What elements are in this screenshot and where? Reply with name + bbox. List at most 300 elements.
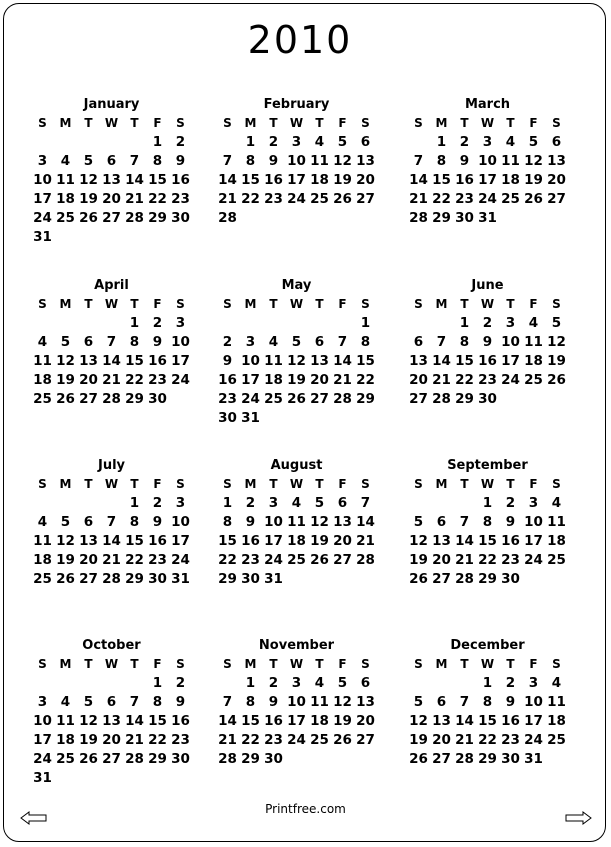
day-cell: 14 xyxy=(409,172,428,188)
day-cell: 29 xyxy=(356,391,375,407)
day-cell: 28 xyxy=(455,571,474,587)
day-cell: 30 xyxy=(264,751,283,767)
month-name: April xyxy=(94,278,129,293)
month-september xyxy=(407,457,575,589)
day-cell: 31 xyxy=(524,751,543,767)
day-cell: 3 xyxy=(175,315,186,331)
weekday-header: T xyxy=(315,477,324,491)
day-cell: 14 xyxy=(102,533,121,549)
day-cell: 25 xyxy=(310,191,329,207)
left-arrow-icon[interactable] xyxy=(20,810,48,828)
weekday-header: T xyxy=(460,657,469,671)
weekday-header: T xyxy=(130,477,139,491)
day-cell: 16 xyxy=(264,713,283,729)
weekday-header: M xyxy=(435,116,448,130)
day-cell: 31 xyxy=(171,571,190,587)
day-cell: 27 xyxy=(102,751,121,767)
month-april xyxy=(31,277,199,409)
day-cell: 5 xyxy=(60,514,71,530)
day-cell: 27 xyxy=(547,191,566,207)
day-cell: 10 xyxy=(241,353,260,369)
day-cell: 11 xyxy=(524,334,543,350)
day-cell: 27 xyxy=(432,571,451,587)
day-cell: 5 xyxy=(314,495,325,511)
day-cell: 18 xyxy=(33,372,52,388)
day-cell: 13 xyxy=(409,353,428,369)
day-cell: 30 xyxy=(148,571,167,587)
weekday-header: S xyxy=(38,657,47,671)
day-cell: 17 xyxy=(33,732,52,748)
day-cell: 21 xyxy=(218,191,237,207)
day-cell: 10 xyxy=(287,694,306,710)
day-cell: 12 xyxy=(409,533,428,549)
day-cell: 21 xyxy=(102,372,121,388)
day-cell: 6 xyxy=(314,334,325,350)
day-cell: 18 xyxy=(287,533,306,549)
empty-cell xyxy=(430,314,453,333)
day-cell: 8 xyxy=(245,694,256,710)
day-cell: 7 xyxy=(222,694,233,710)
day-cell: 30 xyxy=(171,751,190,767)
day-cell: 8 xyxy=(459,334,470,350)
month-name: June xyxy=(471,278,504,293)
empty-cell xyxy=(100,133,123,152)
day-cell: 5 xyxy=(83,153,94,169)
day-cell: 15 xyxy=(218,533,237,549)
day-cell: 6 xyxy=(106,694,117,710)
day-cell: 31 xyxy=(264,571,283,587)
empty-cell xyxy=(31,674,54,693)
month-december xyxy=(407,637,575,769)
day-cell: 27 xyxy=(310,391,329,407)
weekday-header: F xyxy=(153,116,162,130)
month-june xyxy=(407,277,575,409)
day-cell: 6 xyxy=(551,134,562,150)
weekday-header: T xyxy=(130,657,139,671)
day-cell: 15 xyxy=(455,353,474,369)
day-cell: 12 xyxy=(287,353,306,369)
day-cell: 4 xyxy=(60,153,71,169)
day-cell: 25 xyxy=(56,210,75,226)
day-cell: 24 xyxy=(287,191,306,207)
empty-cell xyxy=(77,674,100,693)
weekday-header: S xyxy=(361,657,370,671)
weekday-header: F xyxy=(529,116,538,130)
day-cell: 26 xyxy=(547,372,566,388)
day-cell: 24 xyxy=(33,751,52,767)
day-cell: 7 xyxy=(360,495,371,511)
day-cell: 11 xyxy=(310,694,329,710)
day-cell: 2 xyxy=(505,675,516,691)
day-cell: 31 xyxy=(478,210,497,226)
day-cell: 19 xyxy=(524,172,543,188)
day-cell: 15 xyxy=(125,353,144,369)
day-cell: 16 xyxy=(478,353,497,369)
day-cell: 5 xyxy=(83,694,94,710)
month-name: November xyxy=(258,638,335,653)
day-cell: 30 xyxy=(478,391,497,407)
weekday-header: T xyxy=(315,116,324,130)
day-cell: 4 xyxy=(291,495,302,511)
day-cell: 4 xyxy=(528,315,539,331)
day-cell: 21 xyxy=(455,732,474,748)
empty-cell xyxy=(407,133,430,152)
month-march xyxy=(407,96,575,228)
weekday-header: S xyxy=(223,116,232,130)
empty-cell xyxy=(407,494,430,513)
month-january xyxy=(31,96,199,247)
day-cell: 15 xyxy=(241,172,260,188)
day-cell: 13 xyxy=(547,153,566,169)
day-cell: 11 xyxy=(56,172,75,188)
weekday-header: F xyxy=(338,477,347,491)
empty-cell xyxy=(430,674,453,693)
day-cell: 17 xyxy=(524,533,543,549)
day-cell: 8 xyxy=(152,153,163,169)
weekday-header: F xyxy=(153,657,162,671)
day-cell: 24 xyxy=(478,191,497,207)
empty-cell xyxy=(239,314,262,333)
day-cell: 9 xyxy=(152,514,163,530)
day-cell: 15 xyxy=(125,533,144,549)
day-cell: 17 xyxy=(33,191,52,207)
day-cell: 9 xyxy=(268,694,279,710)
day-cell: 3 xyxy=(175,495,186,511)
day-cell: 27 xyxy=(409,391,428,407)
day-cell: 19 xyxy=(409,732,428,748)
weekday-header: S xyxy=(223,297,232,311)
day-cell: 15 xyxy=(148,172,167,188)
day-cell: 17 xyxy=(287,713,306,729)
day-cell: 22 xyxy=(356,372,375,388)
day-cell: 19 xyxy=(409,552,428,568)
weekday-header: M xyxy=(435,297,448,311)
day-cell: 14 xyxy=(455,533,474,549)
weekday-header: T xyxy=(506,297,515,311)
day-cell: 9 xyxy=(505,514,516,530)
day-cell: 26 xyxy=(524,191,543,207)
empty-cell xyxy=(100,314,123,333)
weekday-header: W xyxy=(289,477,304,491)
day-cell: 16 xyxy=(455,172,474,188)
day-cell: 24 xyxy=(171,552,190,568)
month-may xyxy=(216,277,384,428)
month-name: September xyxy=(447,458,528,473)
day-cell: 13 xyxy=(333,514,352,530)
day-cell: 23 xyxy=(455,191,474,207)
day-cell: 4 xyxy=(314,134,325,150)
day-cell: 28 xyxy=(409,210,428,226)
day-cell: 24 xyxy=(501,372,520,388)
day-cell: 5 xyxy=(337,675,348,691)
day-cell: 20 xyxy=(432,552,451,568)
day-cell: 18 xyxy=(56,191,75,207)
day-cell: 3 xyxy=(291,134,302,150)
day-cell: 7 xyxy=(106,334,117,350)
empty-cell xyxy=(77,494,100,513)
day-cell: 27 xyxy=(432,751,451,767)
day-cell: 2 xyxy=(152,315,163,331)
day-cell: 26 xyxy=(333,732,352,748)
day-cell: 1 xyxy=(459,315,470,331)
day-cell: 20 xyxy=(333,533,352,549)
day-cell: 24 xyxy=(287,732,306,748)
day-cell: 2 xyxy=(482,315,493,331)
day-cell: 28 xyxy=(125,210,144,226)
day-cell: 16 xyxy=(218,372,237,388)
day-cell: 13 xyxy=(102,713,121,729)
day-cell: 26 xyxy=(310,552,329,568)
day-cell: 1 xyxy=(222,495,233,511)
day-cell: 20 xyxy=(356,713,375,729)
day-cell: 13 xyxy=(432,533,451,549)
weekday-header: F xyxy=(153,477,162,491)
day-cell: 19 xyxy=(310,533,329,549)
day-cell: 8 xyxy=(482,514,493,530)
day-cell: 29 xyxy=(125,571,144,587)
right-arrow-icon[interactable] xyxy=(564,810,592,828)
footer-credit[interactable]: Printfree.com xyxy=(265,802,346,816)
weekday-header: T xyxy=(506,477,515,491)
weekday-header: T xyxy=(130,116,139,130)
day-cell: 12 xyxy=(524,153,543,169)
day-cell: 19 xyxy=(547,353,566,369)
day-cell: 15 xyxy=(356,353,375,369)
day-cell: 4 xyxy=(505,134,516,150)
day-cell: 15 xyxy=(148,713,167,729)
day-cell: 21 xyxy=(409,191,428,207)
day-cell: 16 xyxy=(171,172,190,188)
day-cell: 12 xyxy=(56,353,75,369)
empty-cell xyxy=(430,494,453,513)
empty-cell xyxy=(331,314,354,333)
day-cell: 10 xyxy=(33,713,52,729)
day-cell: 16 xyxy=(148,353,167,369)
day-cell: 30 xyxy=(218,410,237,426)
day-cell: 29 xyxy=(125,391,144,407)
month-name: October xyxy=(82,638,141,653)
day-cell: 6 xyxy=(413,334,424,350)
day-cell: 1 xyxy=(360,315,371,331)
day-cell: 19 xyxy=(287,372,306,388)
day-cell: 9 xyxy=(482,334,493,350)
day-cell: 15 xyxy=(432,172,451,188)
day-cell: 12 xyxy=(333,153,352,169)
weekday-header: T xyxy=(269,297,278,311)
day-cell: 27 xyxy=(102,210,121,226)
day-cell: 4 xyxy=(60,694,71,710)
weekday-header: S xyxy=(38,297,47,311)
weekday-header: T xyxy=(84,657,93,671)
weekday-header: W xyxy=(104,657,119,671)
empty-cell xyxy=(216,133,239,152)
day-cell: 19 xyxy=(79,191,98,207)
day-cell: 2 xyxy=(245,495,256,511)
day-cell: 28 xyxy=(455,751,474,767)
day-cell: 23 xyxy=(148,552,167,568)
day-cell: 6 xyxy=(360,134,371,150)
day-cell: 15 xyxy=(241,713,260,729)
day-grid xyxy=(216,655,384,769)
weekday-header: T xyxy=(269,477,278,491)
day-cell: 3 xyxy=(505,315,516,331)
day-cell: 24 xyxy=(524,732,543,748)
day-cell: 3 xyxy=(268,495,279,511)
day-cell: 18 xyxy=(547,713,566,729)
day-cell: 2 xyxy=(175,675,186,691)
day-cell: 9 xyxy=(175,694,186,710)
empty-cell xyxy=(31,314,54,333)
empty-cell xyxy=(54,494,77,513)
weekday-header: M xyxy=(59,657,72,671)
weekday-header: S xyxy=(223,657,232,671)
day-cell: 4 xyxy=(314,675,325,691)
day-cell: 2 xyxy=(505,495,516,511)
month-name: August xyxy=(270,458,323,473)
day-cell: 20 xyxy=(79,552,98,568)
day-cell: 29 xyxy=(478,751,497,767)
day-cell: 17 xyxy=(241,372,260,388)
weekday-header: T xyxy=(506,657,515,671)
month-name: March xyxy=(464,97,511,112)
day-cell: 14 xyxy=(125,172,144,188)
day-cell: 30 xyxy=(171,210,190,226)
day-cell: 15 xyxy=(478,713,497,729)
day-cell: 24 xyxy=(241,391,260,407)
day-grid xyxy=(216,475,384,589)
day-cell: 22 xyxy=(432,191,451,207)
day-grid xyxy=(407,114,575,228)
month-name: February xyxy=(263,97,330,112)
day-cell: 2 xyxy=(152,495,163,511)
day-cell: 7 xyxy=(459,514,470,530)
day-cell: 29 xyxy=(148,751,167,767)
day-cell: 18 xyxy=(501,172,520,188)
weekday-header: F xyxy=(338,297,347,311)
day-cell: 9 xyxy=(245,514,256,530)
day-cell: 12 xyxy=(310,514,329,530)
day-cell: 25 xyxy=(33,571,52,587)
day-cell: 2 xyxy=(175,134,186,150)
day-cell: 3 xyxy=(528,675,539,691)
day-cell: 26 xyxy=(56,571,75,587)
day-cell: 16 xyxy=(501,533,520,549)
day-cell: 29 xyxy=(241,751,260,767)
day-cell: 20 xyxy=(102,191,121,207)
day-cell: 25 xyxy=(524,372,543,388)
day-cell: 10 xyxy=(33,172,52,188)
day-cell: 21 xyxy=(333,372,352,388)
day-cell: 7 xyxy=(129,153,140,169)
day-cell: 3 xyxy=(37,694,48,710)
day-cell: 4 xyxy=(551,495,562,511)
weekday-header: T xyxy=(130,297,139,311)
weekday-header: M xyxy=(244,657,257,671)
day-cell: 7 xyxy=(222,153,233,169)
day-cell: 24 xyxy=(171,372,190,388)
day-cell: 3 xyxy=(37,153,48,169)
day-cell: 10 xyxy=(171,514,190,530)
day-cell: 20 xyxy=(356,172,375,188)
day-cell: 9 xyxy=(152,334,163,350)
day-cell: 12 xyxy=(79,172,98,188)
day-cell: 28 xyxy=(356,552,375,568)
day-cell: 6 xyxy=(337,495,348,511)
day-cell: 1 xyxy=(129,495,140,511)
day-cell: 10 xyxy=(501,334,520,350)
day-cell: 10 xyxy=(264,514,283,530)
day-cell: 17 xyxy=(501,353,520,369)
day-cell: 31 xyxy=(33,770,52,786)
month-november xyxy=(216,637,384,769)
weekday-header: W xyxy=(480,657,495,671)
day-cell: 8 xyxy=(245,153,256,169)
day-cell: 18 xyxy=(310,172,329,188)
weekday-header: T xyxy=(84,297,93,311)
day-cell: 9 xyxy=(505,694,516,710)
day-cell: 22 xyxy=(478,552,497,568)
day-cell: 7 xyxy=(106,514,117,530)
weekday-header: T xyxy=(84,477,93,491)
day-cell: 13 xyxy=(432,713,451,729)
day-cell: 25 xyxy=(547,732,566,748)
day-cell: 1 xyxy=(482,675,493,691)
empty-cell xyxy=(216,674,239,693)
empty-cell xyxy=(285,314,308,333)
day-cell: 23 xyxy=(501,552,520,568)
day-cell: 11 xyxy=(33,353,52,369)
day-cell: 24 xyxy=(524,552,543,568)
weekday-header: M xyxy=(435,657,448,671)
day-cell: 8 xyxy=(482,694,493,710)
weekday-header: S xyxy=(552,477,561,491)
weekday-header: T xyxy=(506,116,515,130)
day-cell: 11 xyxy=(310,153,329,169)
weekday-header: F xyxy=(529,297,538,311)
day-cell: 27 xyxy=(79,571,98,587)
day-cell: 11 xyxy=(547,514,566,530)
day-cell: 13 xyxy=(356,153,375,169)
day-cell: 14 xyxy=(218,713,237,729)
weekday-header: F xyxy=(153,297,162,311)
day-cell: 21 xyxy=(125,732,144,748)
day-cell: 18 xyxy=(310,713,329,729)
day-grid xyxy=(407,475,575,589)
empty-cell xyxy=(31,494,54,513)
day-cell: 2 xyxy=(268,675,279,691)
day-cell: 1 xyxy=(245,134,256,150)
day-cell: 18 xyxy=(264,372,283,388)
year-title: 2010 xyxy=(247,18,353,62)
day-cell: 20 xyxy=(79,372,98,388)
day-cell: 20 xyxy=(432,732,451,748)
day-cell: 2 xyxy=(222,334,233,350)
weekday-header: M xyxy=(244,297,257,311)
day-cell: 4 xyxy=(37,334,48,350)
day-cell: 16 xyxy=(148,533,167,549)
empty-cell xyxy=(100,674,123,693)
day-cell: 17 xyxy=(171,533,190,549)
day-cell: 5 xyxy=(291,334,302,350)
day-cell: 21 xyxy=(102,552,121,568)
day-cell: 29 xyxy=(432,210,451,226)
weekday-header: T xyxy=(84,116,93,130)
day-cell: 28 xyxy=(218,751,237,767)
weekday-header: W xyxy=(104,116,119,130)
weekday-header: S xyxy=(414,477,423,491)
weekday-header: W xyxy=(480,477,495,491)
day-cell: 9 xyxy=(222,353,233,369)
